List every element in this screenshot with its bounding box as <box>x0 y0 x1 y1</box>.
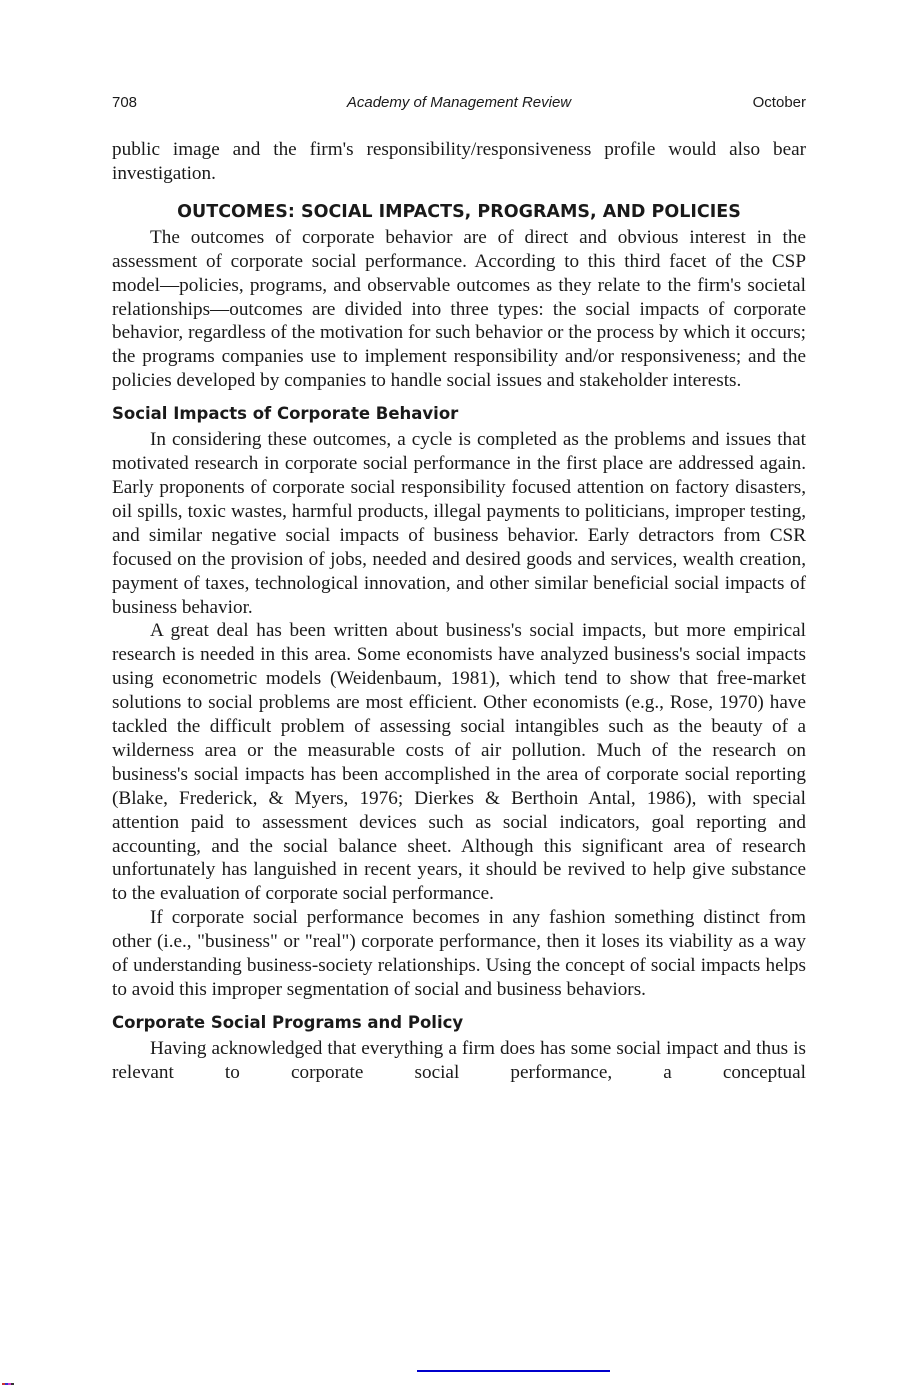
journal-title: Academy of Management Review <box>346 94 572 111</box>
paragraph: If corporate social performance becomes in any fashion something distinct from other (i.e., "business" or "real") corporate performance, then it loses its viability as a way of understanding business-society relationships. Using the concept of social impacts helps to avoid this improper segmentation of social and business behaviors. <box>112 907 806 1000</box>
paragraph: In considering these outcomes, a cycle is completed as the problems and issues that motivated research in corporate social performance in the first place are addressed again. Early proponents of corporate social responsibility focused attention on factory disasters, oil spills, toxic wastes, harmful products, illegal payments to politicians, improper testing, and similar negative social impacts of business behavior. Early detractors from CSR focused on the provision of jobs, needed and desired goods and services, wealth creation, payment of taxes, technological innovation, and other similar beneficial social impacts of business behavior. <box>112 429 806 618</box>
subsection-heading-social-impacts: Social Impacts of Corporate Behavior <box>112 404 459 424</box>
footer-rule <box>417 1370 610 1372</box>
running-head <box>112 94 806 114</box>
article-body <box>112 138 806 1085</box>
issue-month: October <box>752 94 806 111</box>
continued-paragraph: public image and the firm's responsibility/responsiveness profile would also bear investigation. <box>112 139 806 184</box>
section-paragraph: The outcomes of corporate behavior are of direct and obvious interest in the assessment of corporate social performance. According to this third facet of the CSP model—policies, programs, and observable outcomes as they relate to the firm's societal relationships—outcomes are divided into three types: the social impacts of corporate behavior, regardless of the motivation for such behavior or the process by which it occurs; the programs companies use to implement responsibility and/or responsiveness; and the policies developed by companies to handle social issues and stakeholder interests. <box>112 226 806 392</box>
paragraph: A great deal has been written about business's social impacts, but more empirical research is needed in this area. Some economists have analyzed business's social impacts using econometric models (Weidenbaum, 1981), which tend to show that free-market solutions to social problems are most efficient. Other economists (e.g., Rose, 1970) have tackled the difficult problem of assessing social intangibles such as the beauty of a wilderness area or the measurable costs of air pollution. Much of the research on business's social impacts has been accomplished in the area of corporate social reporting (Blake, Frederick, & Myers, 1976; Dierkes & Berthoin Antal, 1986), with special attention paid to assessment devices such as social indicators, goal reporting and accounting, and the social balance sheet. Although this significant area of research unfortunately has languished in recent years, it should be revived to help give substance to the evaluation of corporate social performance. <box>112 620 806 905</box>
page-number: 708 <box>112 94 138 111</box>
section-heading: OUTCOMES: SOCIAL IMPACTS, PROGRAMS, AND POLICIES <box>177 201 741 222</box>
subsection-heading-programs-policy: Corporate Social Programs and Policy <box>112 1012 464 1032</box>
paragraph: Having acknowledged that everything a firm does has some social impact and thus is relevant to corporate social performance, a conceptual <box>112 1037 806 1083</box>
